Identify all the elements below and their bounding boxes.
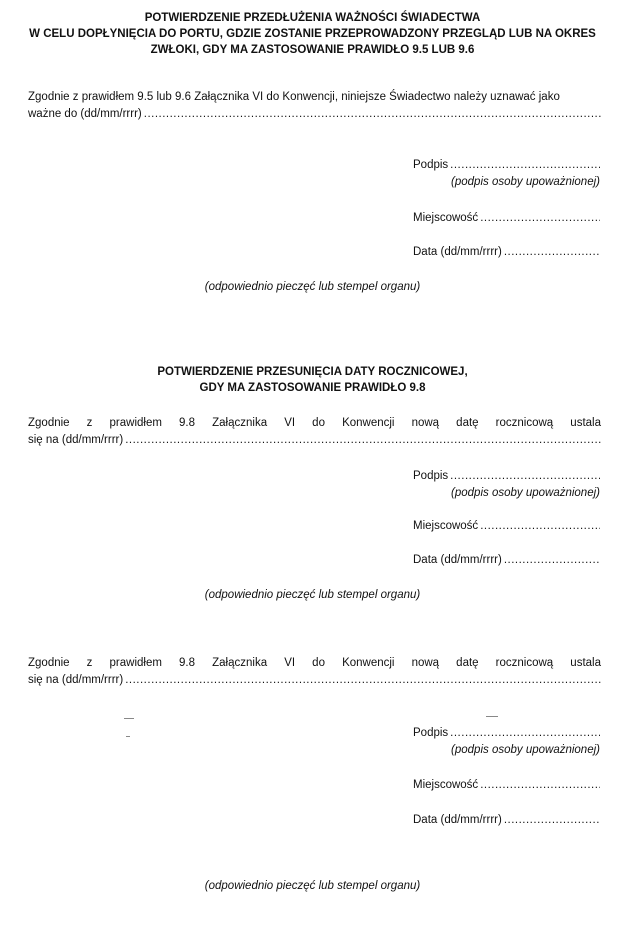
- section2-paragraph: [28, 415, 601, 449]
- section2-date-set-field[interactable]: [28, 432, 601, 449]
- section1-place-blank[interactable]: [480, 210, 600, 226]
- section1-date-field[interactable]: [413, 244, 600, 260]
- section3-date-field[interactable]: [413, 812, 600, 828]
- section1-date-label: Data (dd/mm/rrrr): [413, 246, 502, 258]
- section1-title-line: ZWŁOKI, GDY MA ZASTOSOWANIE PRAWIDŁO 9.5 LUB 9.6: [150, 44, 475, 56]
- scan-mark: [126, 736, 130, 737]
- section2-date-set-blank[interactable]: [125, 432, 601, 449]
- section2-title: [0, 364, 625, 396]
- section2-date-label: Data (dd/mm/rrrr): [413, 554, 502, 566]
- section3-signature-label: Podpis: [413, 727, 449, 739]
- section1-para-line1: Zgodnie z prawidłem 9.5 lub 9.6 Załącznika VI do Konwencji, niniejsze Świadectwo należy uznawać jako: [28, 91, 560, 103]
- section1-signature-field[interactable]: [413, 157, 600, 173]
- section1-title-line: POTWIERDZENIE PRZEDŁUŻENIA WAŻNOŚCI ŚWIADECTWA: [144, 12, 481, 24]
- section1-valid-until-field[interactable]: [28, 106, 601, 123]
- section1-valid-until-blank[interactable]: [144, 106, 601, 123]
- section1-place-field[interactable]: [413, 210, 600, 226]
- section2-place-field[interactable]: [413, 518, 600, 534]
- section1-paragraph: [28, 89, 601, 123]
- section3-place-blank[interactable]: [480, 777, 600, 793]
- section2-para-line2: się na (dd/mm/rrrr): [28, 434, 124, 446]
- section2-place-blank[interactable]: [480, 518, 600, 534]
- section2-title-line: GDY MA ZASTOSOWANIE PRAWIDŁO 9.8: [199, 382, 426, 394]
- section2-para-line1: Zgodnie z prawidłem 9.8 Załącznika VI do Konwencji nową datę rocznicową ustala: [28, 417, 601, 429]
- section3-date-set-field[interactable]: [28, 672, 601, 689]
- section1-stamp-note: (odpowiednio pieczęć lub stempel organu): [204, 281, 421, 293]
- section3-date-blank[interactable]: [504, 812, 600, 828]
- section2-title-line: POTWIERDZENIE PRZESUNIĘCIA DATY ROCZNICOWEJ,: [157, 366, 468, 378]
- section3-signature-blank[interactable]: [450, 725, 600, 741]
- section3-signature-note: (podpis osoby upoważnionej): [451, 744, 600, 756]
- section3-paragraph: [28, 655, 601, 689]
- section1-signature-blank[interactable]: [450, 157, 600, 173]
- section1-para-line2: ważne do (dd/mm/rrrr): [28, 108, 142, 120]
- section3-stamp-note: (odpowiednio pieczęć lub stempel organu): [204, 880, 421, 892]
- section2-date-blank[interactable]: [504, 552, 600, 568]
- section2-signature-blank[interactable]: [450, 468, 600, 484]
- section3-date-set-blank[interactable]: [125, 672, 601, 689]
- section2-signature-field[interactable]: [413, 468, 600, 484]
- section1-signature-label: Podpis: [413, 159, 449, 171]
- section3-para-line2: się na (dd/mm/rrrr): [28, 674, 124, 686]
- section1-title: [0, 10, 625, 58]
- section1-signature-note: (podpis osoby upoważnionej): [451, 176, 600, 188]
- section2-stamp-note: (odpowiednio pieczęć lub stempel organu): [204, 589, 421, 601]
- section1-place-label: Miejscowość: [413, 212, 479, 224]
- section3-place-label: Miejscowość: [413, 779, 479, 791]
- section2-place-label: Miejscowość: [413, 520, 479, 532]
- section2-signature-label: Podpis: [413, 470, 449, 482]
- section1-date-blank[interactable]: [504, 244, 600, 260]
- section3-para-line1: Zgodnie z prawidłem 9.8 Załącznika VI do Konwencji nową datę rocznicową ustala: [28, 657, 601, 669]
- scan-mark: [486, 716, 498, 717]
- section3-date-label: Data (dd/mm/rrrr): [413, 814, 502, 826]
- section3-signature-field[interactable]: [413, 725, 600, 741]
- scan-mark: [124, 718, 134, 719]
- section3-place-field[interactable]: [413, 777, 600, 793]
- section1-title-line: W CELU DOPŁYNIĘCIA DO PORTU, GDZIE ZOSTANIE PRZEPROWADZONY PRZEGLĄD LUB NA OKRES: [29, 28, 596, 40]
- section2-date-field[interactable]: [413, 552, 600, 568]
- section2-signature-note: (podpis osoby upoważnionej): [451, 487, 600, 499]
